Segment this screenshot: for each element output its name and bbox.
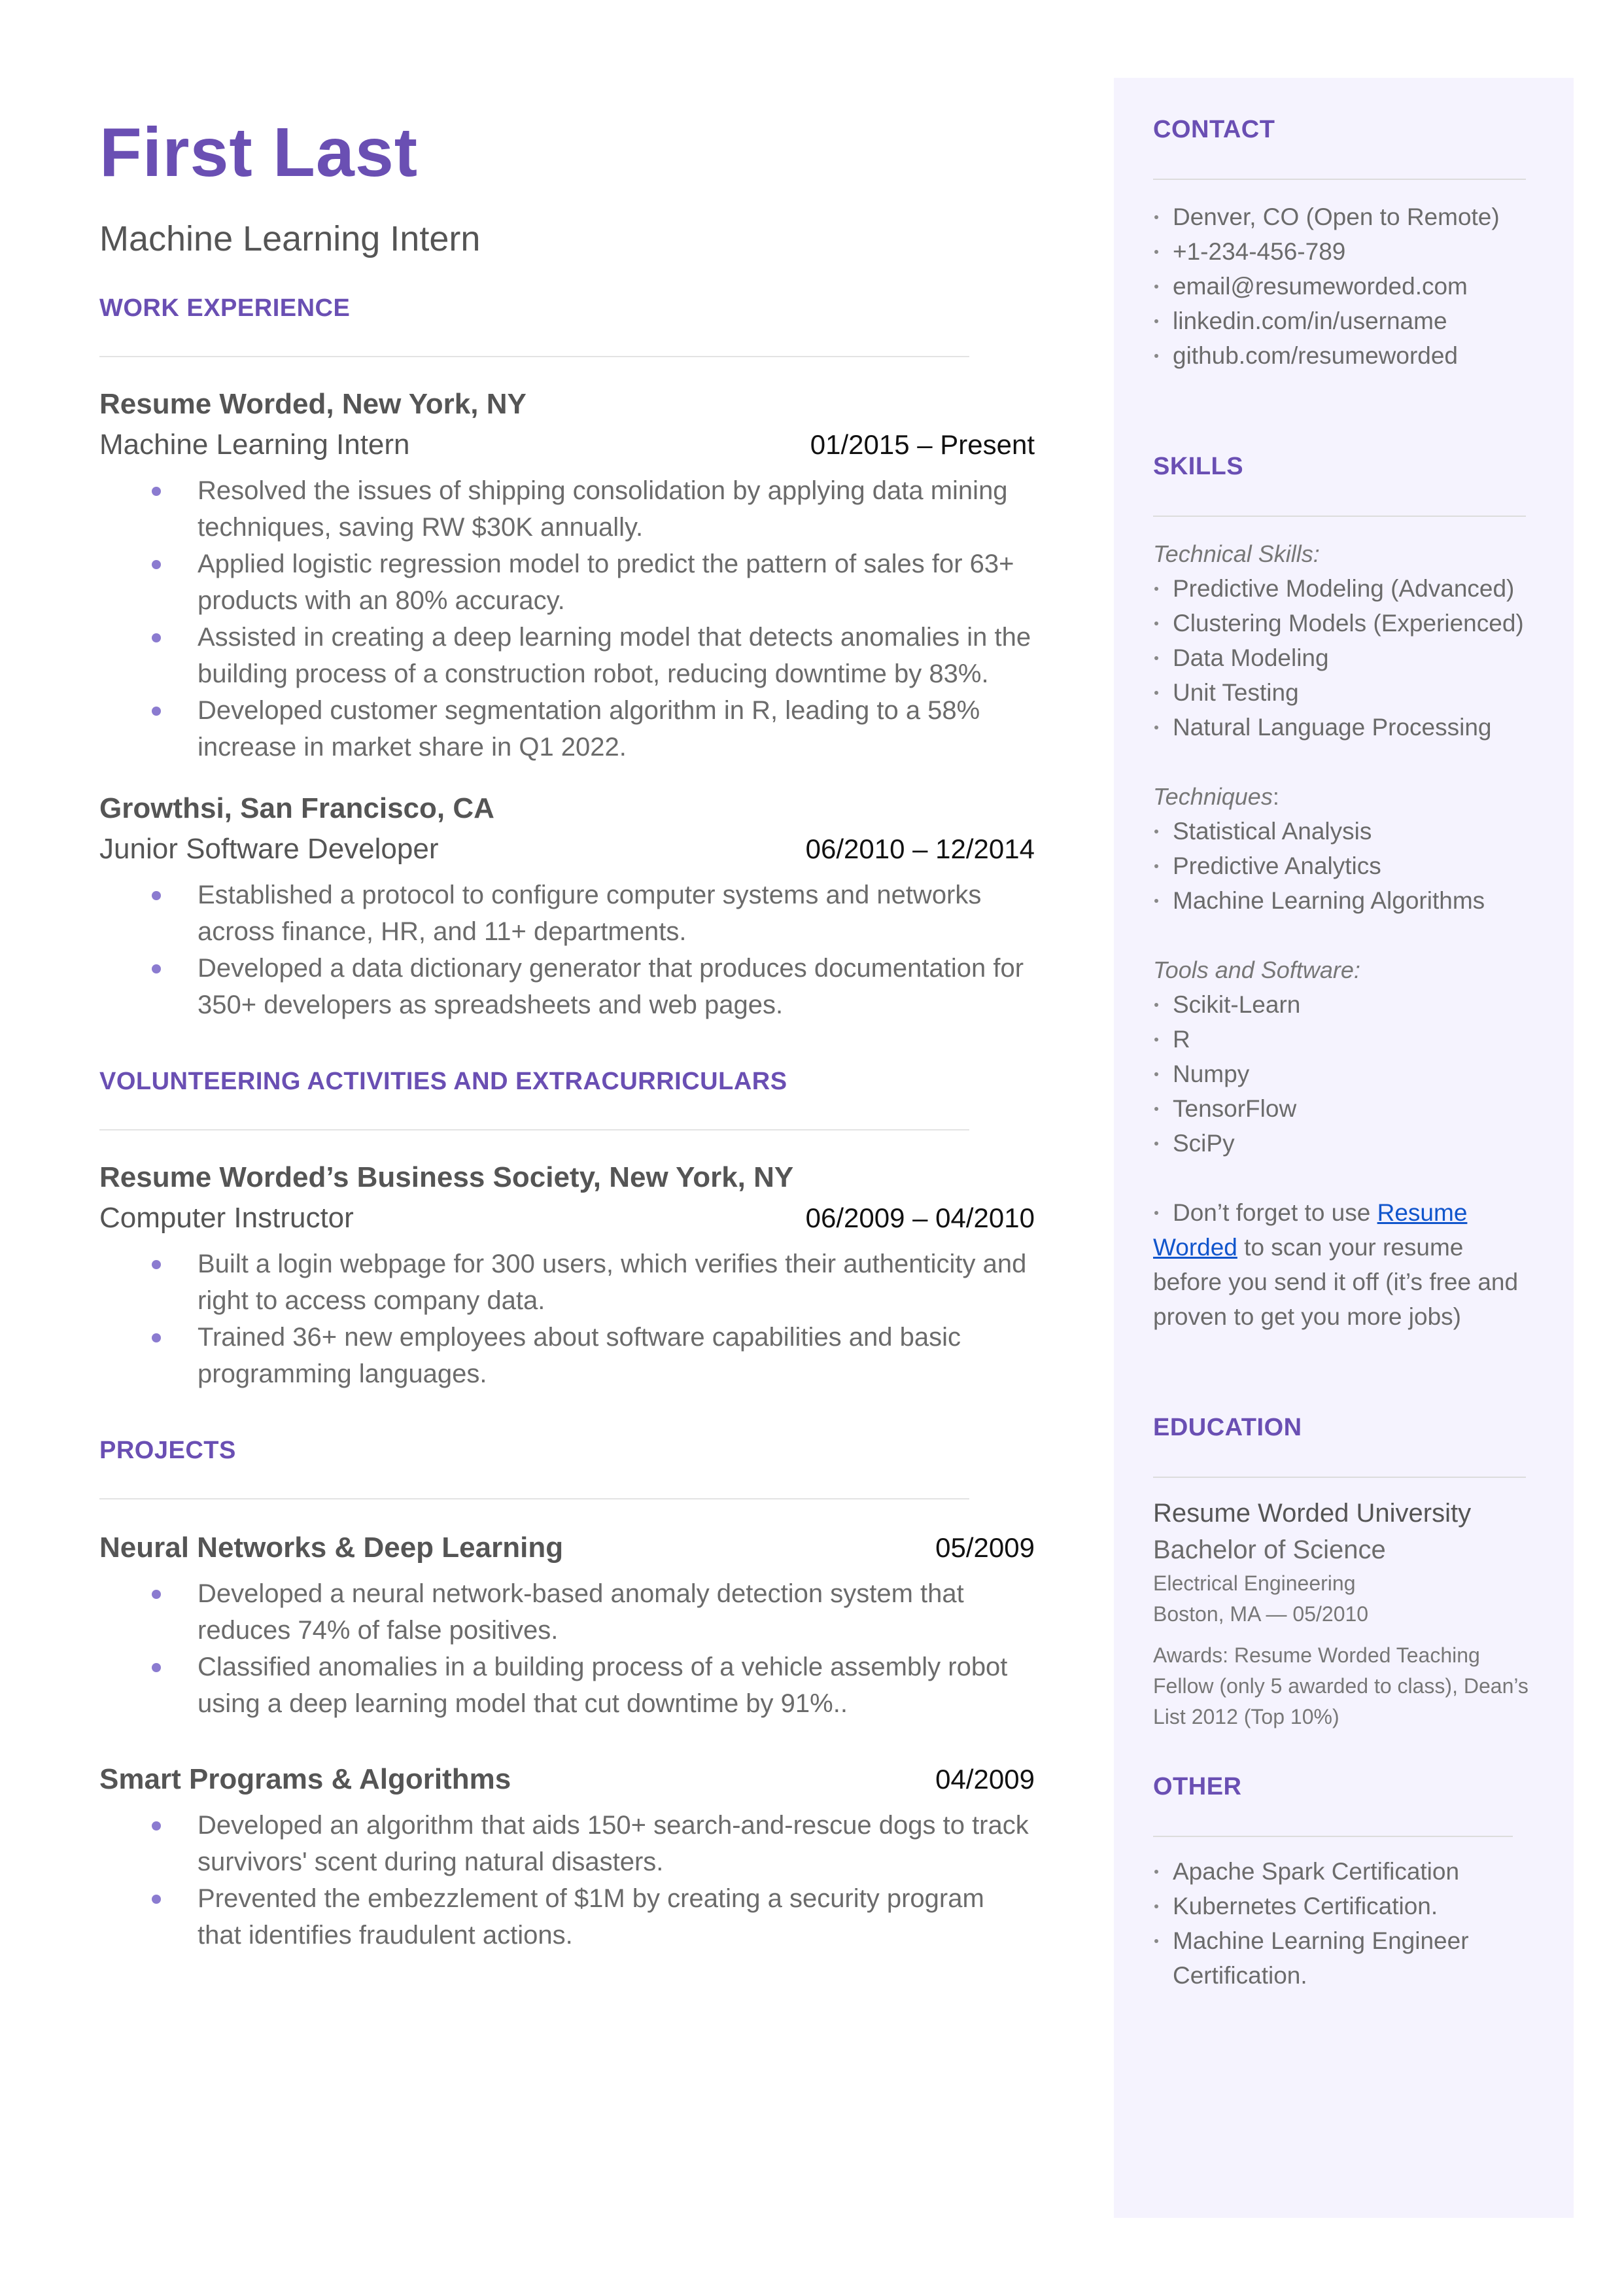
project-date: 04/2009 xyxy=(935,1764,1035,1795)
section-divider xyxy=(1153,1477,1526,1478)
bullet-icon xyxy=(1154,215,1158,219)
bullet-icon xyxy=(152,707,161,716)
bullet-icon xyxy=(1154,656,1158,660)
section-divider xyxy=(99,1129,969,1130)
contact-text: email@resumeworded.com xyxy=(1173,273,1468,300)
contact-text: Denver, CO (Open to Remote) xyxy=(1173,203,1500,230)
skill-text: Natural Language Processing xyxy=(1173,714,1492,741)
bullet-icon xyxy=(152,1333,161,1342)
contact-email xyxy=(1153,269,1532,304)
skill-text: Data Modeling xyxy=(1173,644,1329,671)
skill-text: Scikit-Learn xyxy=(1173,991,1301,1018)
job-dates: 06/2009 – 04/2010 xyxy=(805,1202,1035,1233)
skill-text: Statistical Analysis xyxy=(1173,818,1372,845)
main-column xyxy=(99,114,1035,1953)
list-item xyxy=(1153,1022,1532,1057)
job-entry xyxy=(99,794,1035,1023)
list-item xyxy=(1153,883,1532,918)
job-dates: 01/2015 – Present xyxy=(810,429,1035,460)
section-title-other: OTHER xyxy=(1153,1773,1242,1800)
skill-text: Numpy xyxy=(1173,1060,1250,1087)
skills-techniques-list xyxy=(1153,814,1532,918)
list-item xyxy=(99,1880,1035,1953)
bullet-icon xyxy=(152,1895,161,1904)
other-text: Machine Learning Engineer Certification. xyxy=(1173,1927,1469,1989)
skill-text: Machine Learning Algorithms xyxy=(1173,887,1485,914)
contact-linkedin xyxy=(1153,304,1532,338)
bullet-icon xyxy=(1154,587,1158,591)
bullet-icon xyxy=(1154,1107,1158,1111)
education-awards: Awards: Resume Worded Teaching Fellow (only 5 awarded to class), Dean’s List 2012 (Top 10%) xyxy=(1153,1643,1529,1728)
bullet-icon xyxy=(1154,1072,1158,1076)
education-school: Resume Worded University xyxy=(1153,1499,1472,1528)
job-role: Computer Instructor xyxy=(99,1202,354,1234)
list-item xyxy=(99,472,1035,546)
bullet-icon xyxy=(152,964,161,973)
resume-worded-link[interactable]: Resume Worded xyxy=(1153,1199,1468,1261)
bullet-icon xyxy=(1154,1003,1158,1007)
other-list xyxy=(1153,1854,1532,1993)
skill-text: Predictive Modeling (Advanced) xyxy=(1173,575,1515,602)
skills-techniques-label xyxy=(1153,779,1532,814)
list-item xyxy=(99,1807,1035,1880)
list-item xyxy=(99,692,1035,765)
bullet-text: Developed an algorithm that aids 150+ search-and-rescue dogs to track survivors' scent during natural disasters. xyxy=(198,1811,1029,1876)
other-text: Apache Spark Certification xyxy=(1173,1858,1460,1885)
skills-techniques-colon: : xyxy=(1272,783,1279,810)
bullet-icon xyxy=(1154,864,1158,868)
project-bullets xyxy=(99,1575,1035,1722)
bullet-icon xyxy=(152,891,161,900)
list-item xyxy=(1153,1091,1532,1126)
sidebar xyxy=(1114,78,1574,2218)
project-name: Neural Networks & Deep Learning xyxy=(99,1532,564,1564)
bullet-icon xyxy=(152,560,161,569)
section-divider xyxy=(99,1498,969,1499)
education-degree: Bachelor of Science xyxy=(1153,1535,1386,1564)
bullet-text: Developed customer segmentation algorithm in R, leading to a 58% increase in market share in Q1 2022. xyxy=(198,696,980,762)
education-location-date: Boston, MA — 05/2010 xyxy=(1153,1602,1369,1626)
bullet-icon xyxy=(1154,1904,1158,1908)
list-item xyxy=(1153,987,1532,1022)
bullet-icon xyxy=(1154,899,1158,903)
bullet-icon xyxy=(1154,285,1158,289)
section-title-contact: CONTACT xyxy=(1153,116,1275,143)
list-item xyxy=(1153,814,1532,849)
bullet-icon xyxy=(1154,1939,1158,1943)
contact-github xyxy=(1153,338,1532,373)
skills-technical-list xyxy=(1153,571,1532,745)
project-name: Smart Programs & Algorithms xyxy=(99,1763,511,1795)
skills-tools-list xyxy=(1153,987,1532,1161)
skills-technical-label: Technical Skills: xyxy=(1153,540,1320,567)
bullet-text: Established a protocol to configure computer systems and networks across finance, HR, and 11+ departments. xyxy=(198,881,982,946)
resume-worded-note xyxy=(1153,1195,1532,1334)
section-title-volunteering: VOLUNTEERING ACTIVITIES AND EXTRACURRICULARS xyxy=(99,1068,787,1095)
skill-text: SciPy xyxy=(1173,1130,1235,1157)
list-item xyxy=(1153,710,1532,745)
note-prefix: Don’t forget to use xyxy=(1173,1199,1377,1226)
bullet-icon xyxy=(1154,726,1158,729)
list-item xyxy=(1153,1057,1532,1091)
skills-tools-label: Tools and Software: xyxy=(1153,956,1360,983)
bullet-text: Trained 36+ new employees about software capabilities and basic programming languages. xyxy=(198,1323,961,1388)
bullet-icon xyxy=(1154,691,1158,695)
bullet-text: Classified anomalies in a building process of a vehicle assembly robot using a deep learning model that cut downtime by 91%.. xyxy=(198,1653,1008,1718)
section-divider xyxy=(99,356,969,357)
list-item xyxy=(1153,1854,1532,1889)
list-item xyxy=(1153,1889,1532,1923)
job-dates: 06/2010 – 12/2014 xyxy=(805,833,1035,864)
list-item xyxy=(99,1649,1035,1722)
list-item xyxy=(1153,571,1532,606)
job-bullets xyxy=(99,877,1035,1023)
section-title-education: EDUCATION xyxy=(1153,1414,1302,1441)
list-item xyxy=(99,1319,1035,1392)
list-item xyxy=(1153,849,1532,883)
job-entry xyxy=(99,1163,1035,1392)
bullet-text: Assisted in creating a deep learning model that detects anomalies in the building process of a construction robot, reducing downtime by 83%. xyxy=(198,623,1031,688)
bullet-icon xyxy=(1154,1211,1158,1215)
list-item xyxy=(1153,640,1532,675)
bullet-icon xyxy=(1154,622,1158,625)
list-item xyxy=(99,1246,1035,1319)
bullet-icon xyxy=(1154,830,1158,833)
bullet-icon xyxy=(152,1260,161,1269)
bullet-icon xyxy=(152,487,161,496)
bullet-text: Prevented the embezzlement of $1M by creating a security program that identifies fraudulent actions. xyxy=(198,1884,984,1950)
project-entry xyxy=(99,1765,1035,1953)
bullet-icon xyxy=(1154,250,1158,254)
job-bullets xyxy=(99,1246,1035,1392)
bullet-icon xyxy=(1154,1870,1158,1874)
section-divider xyxy=(1153,1836,1513,1837)
skill-text: Unit Testing xyxy=(1173,679,1299,706)
job-entry xyxy=(99,390,1035,765)
skill-text: Predictive Analytics xyxy=(1173,852,1381,879)
skill-text: TensorFlow xyxy=(1173,1095,1297,1122)
job-role: Junior Software Developer xyxy=(99,833,439,865)
contact-phone xyxy=(1153,234,1532,269)
job-company: Resume Worded, New York, NY xyxy=(99,388,527,420)
skill-text: Clustering Models (Experienced) xyxy=(1173,610,1524,637)
section-title-work: WORK EXPERIENCE xyxy=(99,294,351,322)
list-item xyxy=(99,546,1035,619)
contact-text: +1-234-456-789 xyxy=(1173,238,1346,265)
bullet-text: Developed a data dictionary generator that produces documentation for 350+ developers as spreadsheets and web pages. xyxy=(198,954,1024,1019)
bullet-icon xyxy=(152,633,161,642)
bullet-icon xyxy=(152,1590,161,1599)
bullet-icon xyxy=(1154,1142,1158,1146)
job-company: Resume Worded’s Business Society, New York, NY xyxy=(99,1161,794,1193)
bullet-text: Resolved the issues of shipping consolidation by applying data mining techniques, saving RW $30K annually. xyxy=(198,476,1008,542)
job-bullets xyxy=(99,472,1035,765)
note-suffix: to scan your resume before you send it off (it’s free and proven to get you more jobs) xyxy=(1153,1234,1519,1330)
section-title-projects: PROJECTS xyxy=(99,1437,236,1464)
list-item xyxy=(1153,1126,1532,1161)
bullet-text: Built a login webpage for 300 users, which verifies their authenticity and right to access company data. xyxy=(198,1250,1027,1315)
contact-location xyxy=(1153,200,1532,234)
bullet-icon xyxy=(1154,354,1158,358)
job-role: Machine Learning Intern xyxy=(99,429,410,461)
list-item xyxy=(1153,606,1532,640)
contact-list xyxy=(1153,200,1532,373)
skill-text: R xyxy=(1173,1026,1190,1053)
list-item xyxy=(1153,1923,1532,1993)
skills-techniques-label-text: Techniques xyxy=(1153,783,1273,810)
list-item xyxy=(99,1575,1035,1649)
bullet-icon xyxy=(1154,319,1158,323)
bullet-icon xyxy=(1154,1038,1158,1042)
list-item xyxy=(99,619,1035,692)
education-field: Electrical Engineering xyxy=(1153,1571,1356,1595)
project-bullets xyxy=(99,1807,1035,1953)
bullet-icon xyxy=(152,1663,161,1672)
section-divider xyxy=(1153,179,1526,180)
candidate-title: Machine Learning Intern xyxy=(99,219,481,258)
bullet-icon xyxy=(152,1821,161,1831)
bullet-text: Applied logistic regression model to predict the pattern of sales for 63+ products with an 80% accuracy. xyxy=(198,550,1014,615)
job-company: Growthsi, San Francisco, CA xyxy=(99,792,494,824)
bullet-text: Developed a neural network-based anomaly detection system that reduces 74% of false positives. xyxy=(198,1579,964,1645)
project-date: 05/2009 xyxy=(935,1532,1035,1563)
list-item xyxy=(1153,675,1532,710)
contact-text: linkedin.com/in/username xyxy=(1173,307,1447,334)
candidate-name: First Last xyxy=(99,114,419,191)
project-entry xyxy=(99,1533,1035,1722)
section-title-skills: SKILLS xyxy=(1153,453,1244,480)
list-item xyxy=(99,877,1035,950)
contact-text: github.com/resumeworded xyxy=(1173,342,1458,369)
list-item xyxy=(99,950,1035,1023)
other-text: Kubernetes Certification. xyxy=(1173,1893,1438,1919)
section-divider xyxy=(1153,516,1526,517)
